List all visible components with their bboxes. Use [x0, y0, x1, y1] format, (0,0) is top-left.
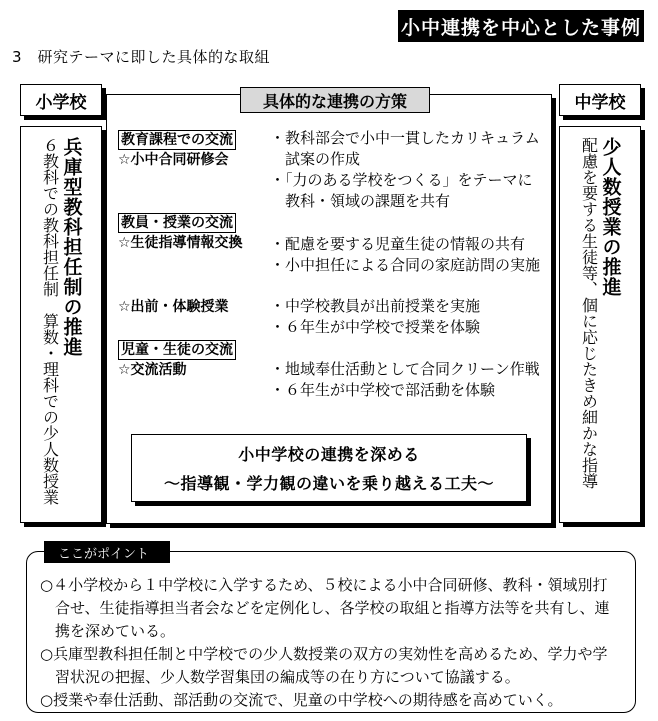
category-label: 児童・生徒の交流: [118, 340, 236, 360]
junior-high-panel-title: 少人数授業の推進: [599, 137, 622, 297]
junior-high-school-label: [559, 84, 641, 116]
elementary-school-label: [20, 84, 102, 116]
category-group: [118, 340, 236, 380]
measure-description: 教科・領域の課題を共有: [270, 192, 451, 210]
elementary-school-label-text: 小学校: [35, 92, 87, 113]
key-point-line: ○４小学校から１中学校に入学するため、５校による小中合同研修、教科・領域別打: [40, 576, 608, 594]
key-point-line: ○兵庫型教科担任制と中学校での少人数授業の双方の実効性を高めるため、学力や学: [40, 645, 608, 663]
category-label: 教育課程での交流: [118, 130, 236, 150]
deepen-cooperation-box: [131, 434, 527, 502]
section-heading: 3 研究テーマに即した具体的な取組: [12, 48, 271, 66]
elementary-panel-body: ６教科での教科担任制 算数・理科での少人数授業: [40, 137, 60, 505]
elementary-school-panel: [20, 126, 102, 523]
category-group: [118, 297, 229, 317]
key-points-tag: ここがポイント: [44, 541, 170, 563]
junior-high-panel-body: 配慮を要する生徒等、個に応じたきめ細かな指導: [579, 137, 599, 489]
measure-description: ・地域奉仕活動として合同クリーン作戦: [270, 360, 540, 378]
category-group: [118, 213, 243, 253]
measure-description: ・「力のある学校をつくる」をテーマに: [270, 171, 533, 189]
deepen-cooperation-subtitle: ～指導観・学力観の違いを乗り越える工夫～: [163, 474, 494, 493]
measure-description: ・教科部会で小中一貫したカリキュラム: [270, 129, 540, 147]
key-points-list: [40, 574, 620, 712]
title-banner: 小中連携を中心とした事例: [398, 10, 644, 42]
category-label: 教員・授業の交流: [118, 213, 236, 233]
elementary-panel-title: 兵庫型教科担任制の推進: [60, 137, 83, 357]
key-point-line: 合せ、生徒指導担当者会などを定例化し、各学校の取組と指導方法等を共有し、連: [40, 599, 610, 617]
key-point-line: 携を深めている。: [40, 622, 176, 640]
measure-description: ・中学校教員が出前授業を実施: [270, 297, 481, 315]
junior-high-school-label-text: 中学校: [574, 92, 626, 113]
activity-label: ☆交流活動: [118, 362, 187, 378]
activity-label: ☆出前・体験授業: [118, 299, 229, 315]
key-point-line: ○授業や奉仕活動、部活動の交流で、児童の中学校への期待感を高めていく。: [40, 691, 563, 709]
measure-description: 試案の作成: [270, 150, 361, 168]
key-point-line: 習状況の把握、少人数学習集団の編成等の在り方について協議する。: [40, 668, 520, 686]
measure-description: ・６年生が中学校で授業を体験: [270, 318, 481, 336]
measure-description: ・配慮を要する児童生徒の情報の共有: [270, 235, 526, 253]
activity-label: ☆生徒指導情報交換: [118, 235, 243, 251]
deepen-cooperation-title: 小中学校の連携を深める: [238, 445, 420, 464]
activity-label: ☆小中合同研修会: [118, 152, 229, 168]
measure-description: ・６年生が中学校で部活動を体験: [270, 381, 496, 399]
measure-description: ・小中担任による合同の家庭訪問の実施: [270, 256, 541, 274]
cooperation-measures-heading: 具体的な連携の方策: [240, 87, 430, 113]
category-group: [118, 130, 236, 170]
junior-high-school-panel: [559, 126, 641, 523]
